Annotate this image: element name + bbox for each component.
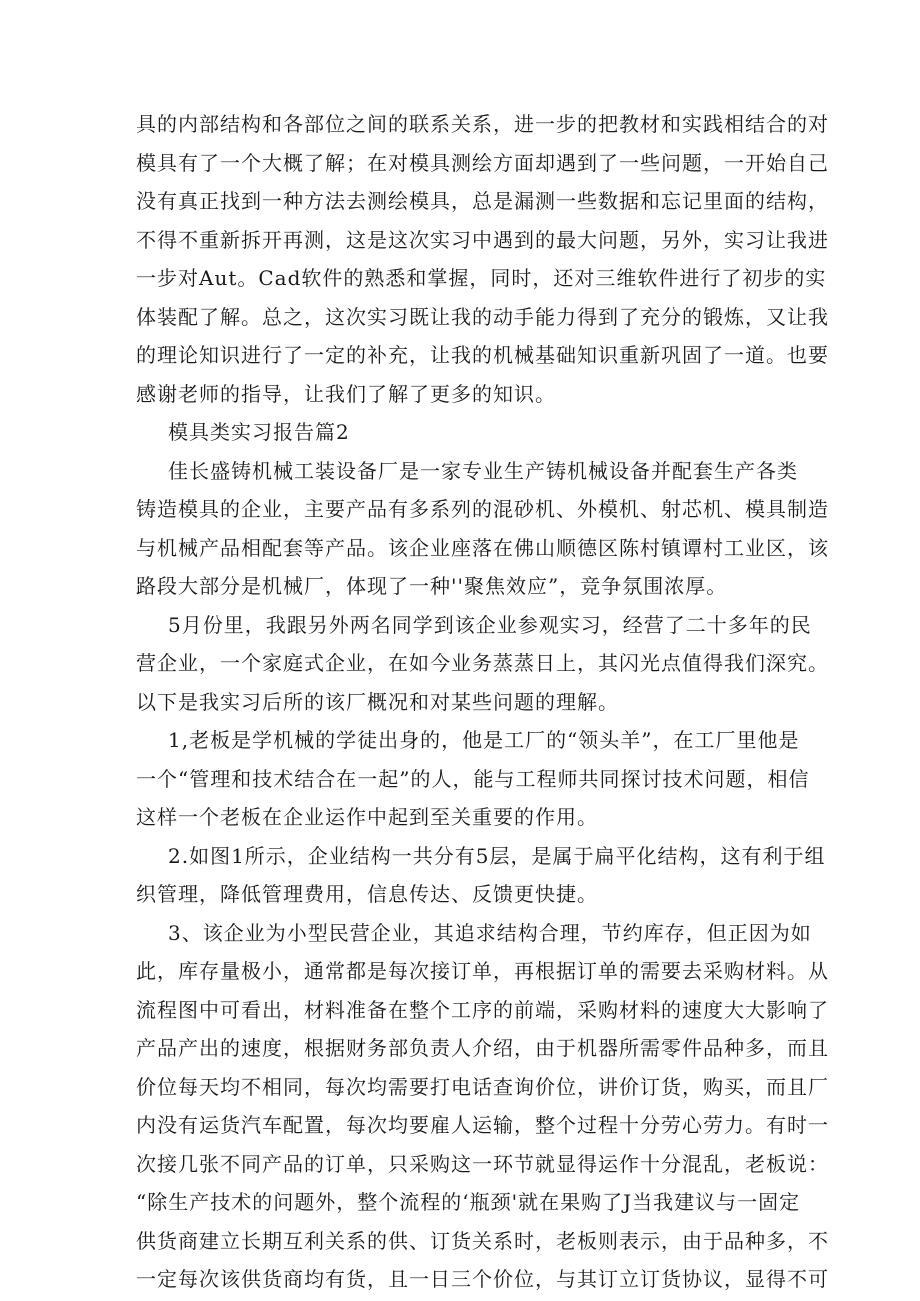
text-line: 1,老板是学机械的学徒出身的，他是工厂的“领头羊”，在工厂里他是: [168, 728, 800, 752]
text-line: 内没有运货汽车配置，每次均要雇人运输，整个过程十分劳心劳力。有时一: [136, 1113, 829, 1137]
text-line: 供货商建立长期互利关系的供、订货关系时，老板则表示，由于品种多，不: [136, 1228, 829, 1253]
document-body: [136, 105, 829, 1299]
text-line: 感谢老师的指导，让我们了解了更多的知识。: [136, 381, 556, 406]
text-line: 这样一个老板在企业运作中起到至关重要的作用。: [136, 805, 598, 829]
text-line: 没有真正找到一种方法去测绘模具，总是漏测一些数据和忘记里面的结构，: [136, 189, 829, 213]
text-line: 铸造模具的企业，主要产品有多系列的混砂机、外模机、射芯机、模具制造: [136, 497, 829, 521]
text-line: 一定每次该供货商均有货，且一日三个价位，与其订立订货协议，显得不可: [136, 1267, 829, 1291]
text-line: 2.如图1所示，企业结构一共分有5层，是属于扁平化结构，这有利于组: [168, 843, 826, 868]
text-line: 与机械产品相配套等产品。该企业座落在佛山顺德区陈村镇谭村工业区，该: [136, 535, 829, 560]
text-line: 营企业，一个家庭式企业，在如今业务蒸蒸日上，其闪光点值得我们深究。: [136, 651, 829, 675]
text-line: 3、该企业为小型民营企业，其追求结构合理，节约库存，但正因为如: [168, 920, 812, 945]
text-line: 体装配了解。总之，这次实习既让我的动手能力得到了充分的锻炼，又让我: [136, 304, 829, 329]
text-line: 织管理，降低管理费用，信息传达、反馈更快捷。: [136, 882, 598, 906]
text-line: 产品产出的速度，根据财务部负责人介绍，由于机器所需零件品种多，而且: [136, 1036, 829, 1060]
text-line: 以下是我实习后所的该厂概况和对某些问题的理解。: [136, 689, 619, 714]
section-heading: 模具类实习报告篇2: [168, 420, 350, 444]
text-line: 流程图中可看出，材料准备在整个工序的前端，采购材料的速度大大影响了: [136, 997, 829, 1022]
text-line: 一个“管理和技术结合在一起”的人，能与工程师共同探讨技术问题，相信: [136, 766, 810, 791]
text-line: 不得不重新拆开再测，这是这次实习中遇到的最大问题，另外，实习让我进: [136, 227, 829, 252]
text-line: 次接几张不同产品的订单，只采购这一环节就显得运作十分混乱，老板说：: [136, 1151, 829, 1176]
text-line: 的理论知识进行了一定的补充，让我的机械基础知识重新巩固了一道。也要: [136, 343, 829, 367]
text-line: 此，库存量极小，通常都是每次接订单，再根据订单的需要去采购材料。从: [136, 959, 829, 983]
text-line: “除生产技术的问题外，整个流程的‘瓶颈'就在果购了J当我建议与一固定: [136, 1190, 801, 1214]
text-line: 模具有了一个大概了解；在对模具测绘方面却遇到了一些问题，一开始自己: [136, 150, 829, 175]
text-line: 佳长盛铸机械工装设备厂是一家专业生产铸机械设备并配套生产各类: [168, 458, 798, 483]
text-line: 5月份里，我跟另外两名同学到该企业参观实习，经营了二十多年的民: [168, 612, 812, 637]
text-line: 价位每天均不相同，每次均需要打电话查询价位，讲价订货，购买，而且厂: [136, 1074, 829, 1099]
text-line: 具的内部结构和各部位之间的联系关系，进一步的把教材和实践相结合的对: [136, 112, 829, 136]
text-line: 路段大部分是机械厂，体现了一种''聚焦效应”，竞争氛围浓厚。: [136, 574, 728, 598]
text-line: 一步对Aut。Cad软件的熟悉和掌握，同时，还对三维软件进行了初步的实: [136, 266, 827, 290]
